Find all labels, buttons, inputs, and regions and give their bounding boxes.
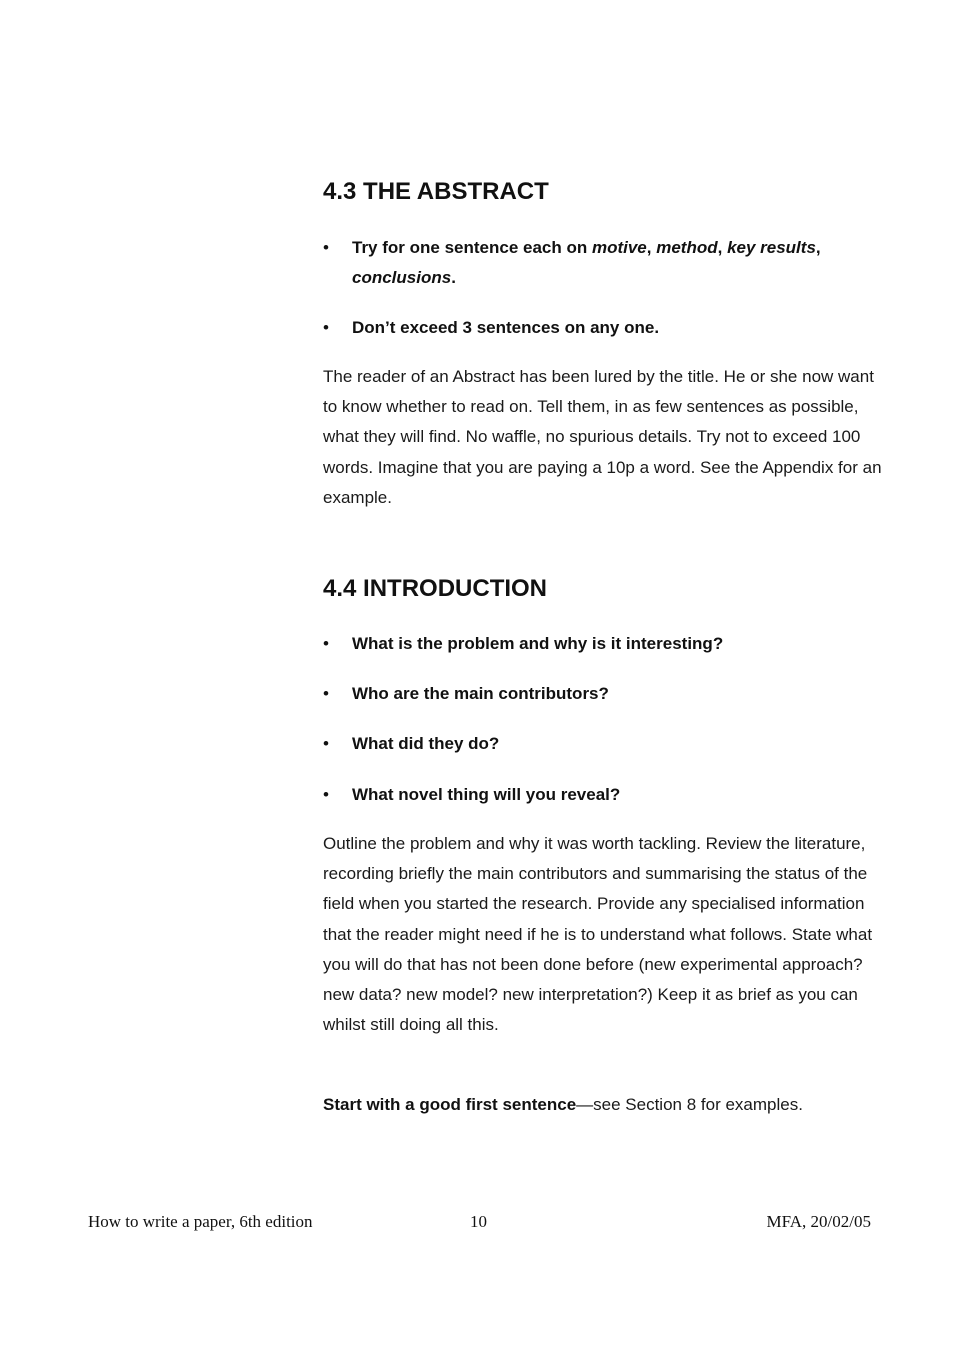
closing-bold-text: Start with a good first sentence <box>323 1095 577 1114</box>
bullet-text: Try for one sentence each on motive, method, key results, conclusions. <box>352 238 821 287</box>
footer-page-number: 10 <box>470 1212 487 1231</box>
bullet-text: What is the problem and why is it interesting? <box>352 634 724 653</box>
list-item <box>323 729 883 759</box>
footer-author-date: MFA, 20/02/05 <box>766 1212 871 1231</box>
section-heading-introduction: 4.4 INTRODUCTION <box>323 575 548 602</box>
introduction-paragraph: Outline the problem and why it was worth tackling. Review the literature, recording briefly the main contributors and summarising the status of the field when you started the research. Provide any specialised information that the reader might need if he is to understand what follows. State what you will do that has not been done before (new experimental approach? new data? new model? new interpretation?) Keep it as brief as you can whilst still doing all this. <box>323 834 873 1035</box>
bullet-text: Don’t exceed 3 sentences on any one. <box>352 318 660 337</box>
bullet-icon: • <box>323 684 329 703</box>
list-item <box>323 313 883 343</box>
bullet-icon: • <box>323 318 329 337</box>
footer-title: How to write a paper, 6th edition <box>88 1212 313 1231</box>
bullet-text: What novel thing will you reveal? <box>352 785 621 804</box>
bullet-text: What did they do? <box>352 734 500 753</box>
abstract-paragraph: The reader of an Abstract has been lured by the title. He or she now want to know whether to read on. Tell them, in as few sentences as possible, what they will find. No waffle, no spurious details. Try not to exceed 100 words. Imagine that you are paying a 10p a word. See the Appendix for an example. <box>323 367 882 507</box>
bullet-icon: • <box>323 238 329 257</box>
list-item <box>323 679 883 709</box>
bullet-icon: • <box>323 734 329 753</box>
section-heading-abstract: 4.3 THE ABSTRACT <box>323 178 549 205</box>
bullet-icon: • <box>323 785 329 804</box>
closing-text: —see Section 8 for examples. <box>576 1095 803 1114</box>
list-item <box>323 233 883 293</box>
bullet-text: Who are the main contributors? <box>352 684 609 703</box>
bullet-icon: • <box>323 634 329 653</box>
list-item <box>323 629 883 659</box>
closing-paragraph <box>323 1090 883 1120</box>
list-item <box>323 780 883 810</box>
